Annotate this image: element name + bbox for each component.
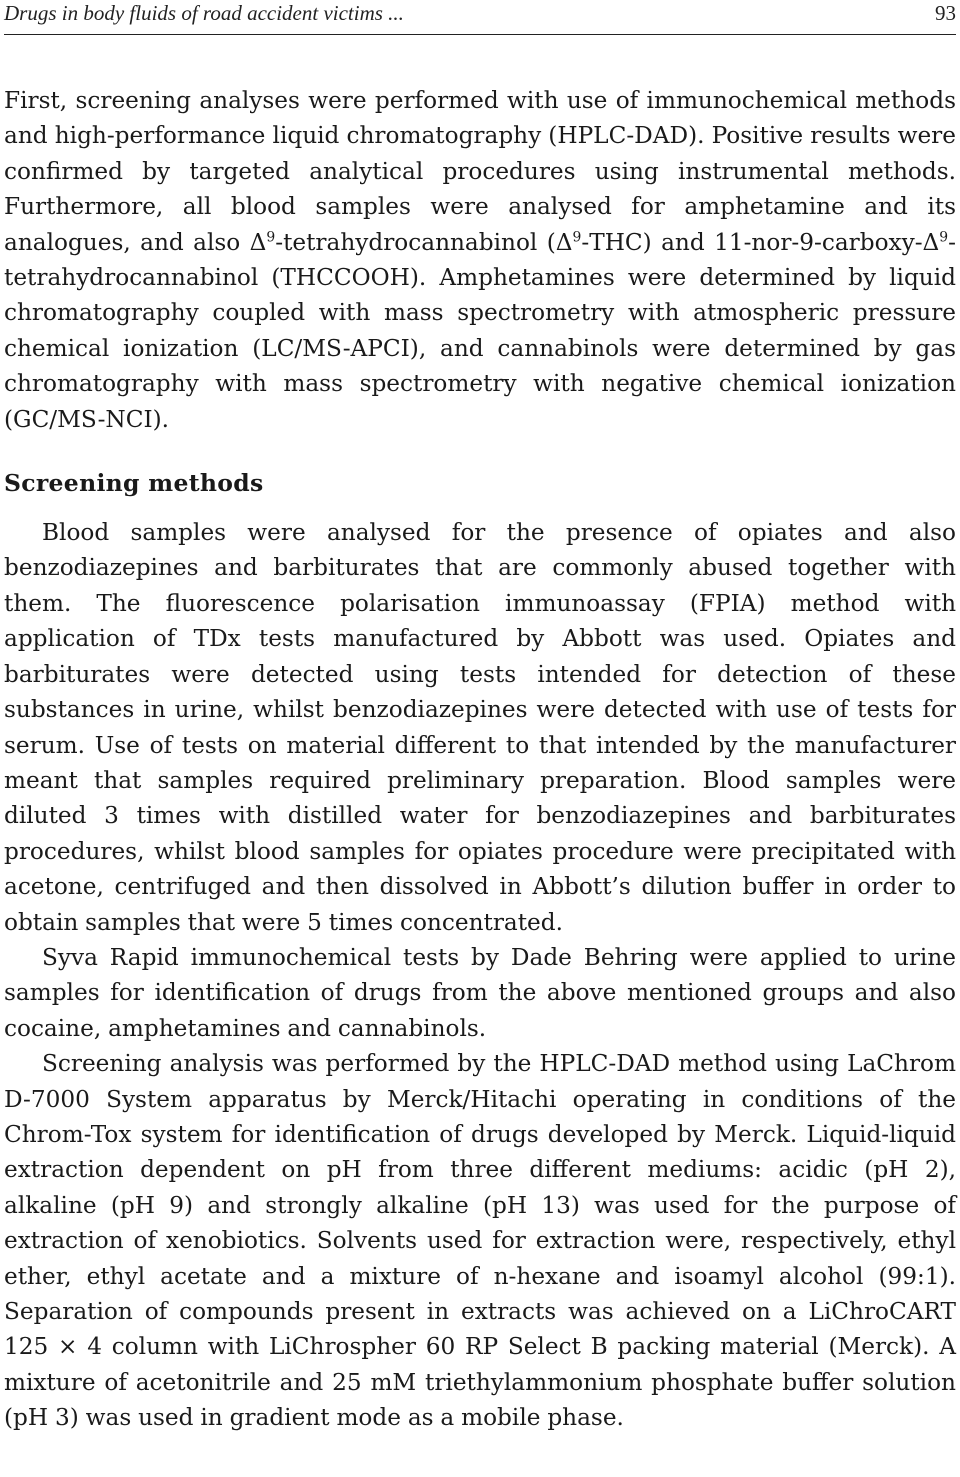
section-heading: Screening methods	[4, 469, 264, 498]
paragraph-intro	[4, 83, 956, 437]
superscript-9: 9	[572, 228, 582, 245]
paragraph-intro-text-2: -tetrahydrocannabinol (Δ	[275, 228, 573, 256]
superscript-9: 9	[939, 228, 949, 245]
paragraph-hplc: Screening analysis was performed by the HPLC-DAD method using LaChrom D-7000 System apparatus by Merck/Hitachi operating in conditions of the Chrom-Tox system for identification of drugs developed by Merck. Liquid-liquid extraction dependent on pH from three different mediums: acidic (pH 2), alkaline (pH 9) and strongly alkaline (pH 13) was used for the purpose of extraction of xenobiotics. Solvents used for extraction were, respectively, ethyl ether, ethyl acetate and a mixture of n-hexane and isoamyl alcohol (99:1). Separation of compounds present in extracts was achieved on a LiChroCART 125 × 4 column with LiChrospher 60 RP Select B packing material (Merck). A mixture of acetonitrile and 25 mM triethylammonium phosphate buffer solution (pH 3) was used in gradient mode as a mobile phase.	[4, 1050, 956, 1432]
body-text	[4, 83, 956, 1436]
page	[4, 0, 956, 1436]
running-header	[4, 0, 956, 35]
superscript-9: 9	[266, 228, 276, 245]
paragraph-fpia: Blood samples were analysed for the presence of opiates and also benzodiazepines and barbiturates that are commonly abused together with them. The fluorescence polarisation immunoassay (FPIA) method with application of TDx tests manufactured by Abbott was used. Opiates and barbiturates were detected using tests intended for detection of these substances in urine, whilst benzodiazepines were detected with use of tests for serum. Use of tests on material different to that intended by the manufacturer meant that samples required preliminary preparation. Blood samples were diluted 3 times with distilled water for benzodiazepines and barbiturates procedures, whilst blood samples for opiates procedure were precipitated with acetone, centrifuged and then dissolved in Abbott’s dilution buffer in order to obtain samples that were 5 times concentrated.	[4, 519, 956, 936]
page-number: 93	[935, 1, 956, 25]
running-title: Drugs in body fluids of road accident victims ...	[4, 1, 404, 25]
paragraph-intro-text-4: -tetrahydrocannabinol (THCCOOH). Amphetamines were determined by liquid chromatography coupled with mass spectrometry with atmospheric pressure chemical ionization (LC/MS-APCI), and cannabinols were determined by gas chromatography with mass spectrometry with negative chemical ionization (GC/MS-NCI).	[4, 228, 956, 433]
paragraph-intro-text-3: -THC) and 11-nor-9-carboxy-Δ	[581, 228, 940, 256]
paragraph-syva: Syva Rapid immunochemical tests by Dade Behring were applied to urine samples for identification of drugs from the above mentioned groups and also cocaine, amphetamines and cannabinols.	[4, 943, 956, 1042]
paragraph-intro-text-1: First, screening analyses were performed with use of immunochemical methods and high-performance liquid chromatography (HPLC-DAD). Positive results were confirmed by targeted analytical procedures using instrumental methods. Furthermore, all blood samples were analysed for amphetamine and its analogues, and also Δ	[4, 87, 956, 256]
